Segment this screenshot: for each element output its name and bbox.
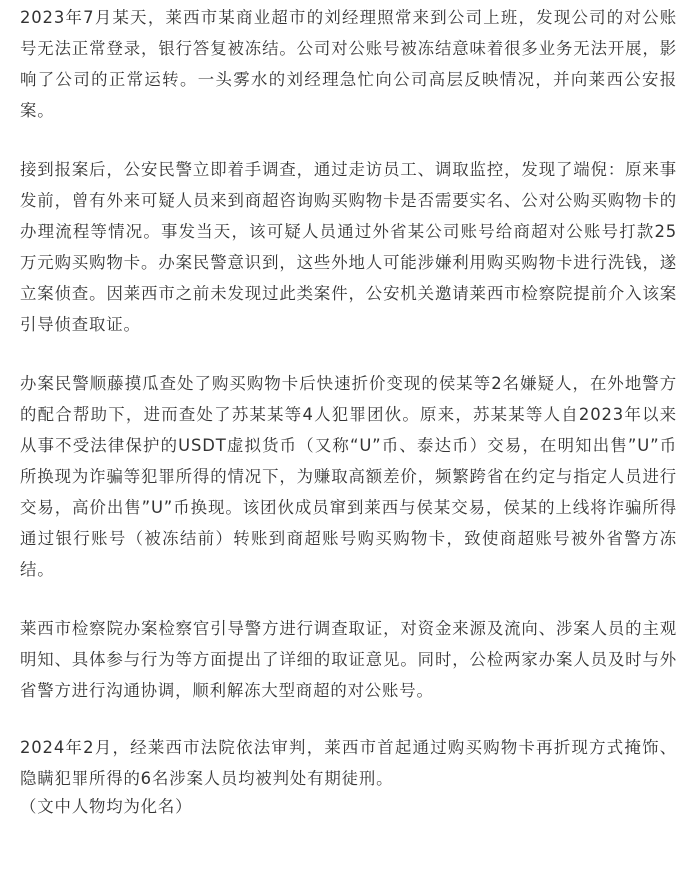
pseudonym-note: （文中人物均为化名） [20, 797, 193, 816]
paragraph-3: 办案民警顺藤摸瓜查处了购买购物卡后快速折价变现的侯某等2名嫌疑人，在外地警方的配合帮助下，进而查处了苏某某等4人犯罪团伙。原来，苏某某等人自2023年以来从事不受法律保护的USDT虚拟货币（又称“U”币、泰达币）交易，在明知出售”U”币所换现为诈骗等犯罪所得的情况下，为赚取高额差价，频繁跨省在约定与指定人员进行交易，高价出售”U”币换现。该团伙成员窜到莱西与侯某交易，侯某的上线将诈骗所得通过银行账号（被冻结前）转账到商超账号购买购物卡，致使商超账号被外省警方冻结。 [20, 374, 677, 579]
article-body [20, 2, 677, 822]
paragraph-1: 2023年7月某天，莱西市某商业超市的刘经理照常来到公司上班，发现公司的对公账号无法正常登录，银行答复被冻结。公司对公账号被冻结意味着很多业务无法开展，影响了公司的正常运转。一头雾水的刘经理急忙向公司高层反映情况，并向莱西公安报案。 [20, 8, 677, 120]
paragraph-5: 2024年2月，经莱西市法院依法审判，莱西市首起通过购买购物卡再折现方式掩饰、隐瞒犯罪所得的6名涉案人员均被判处有期徒刑。 [20, 738, 677, 788]
paragraph-4: 莱西市检察院办案检察官引导警方进行调查取证，对资金来源及流向、涉案人员的主观明知、具体参与行为等方面提出了详细的取证意见。同时，公检两家办案人员及时与外省警方进行沟通协调，顺利解冻大型商超的对公账号。 [20, 619, 677, 700]
paragraph-2: 接到报案后，公安民警立即着手调查，通过走访员工、调取监控，发现了端倪：原来事发前，曾有外来可疑人员来到商超咨询购买购物卡是否需要实名、公对公购买购物卡的办理流程等情况。事发当天，该可疑人员通过外省某公司账号给商超对公账号打款25万元购买购物卡。办案民警意识到，这些外地人可能涉嫌利用购买购物卡进行洗钱，遂立案侦查。因莱西市之前未发现过此类案件，公安机关邀请莱西市检察院提前介入该案引导侦查取证。 [20, 160, 677, 334]
